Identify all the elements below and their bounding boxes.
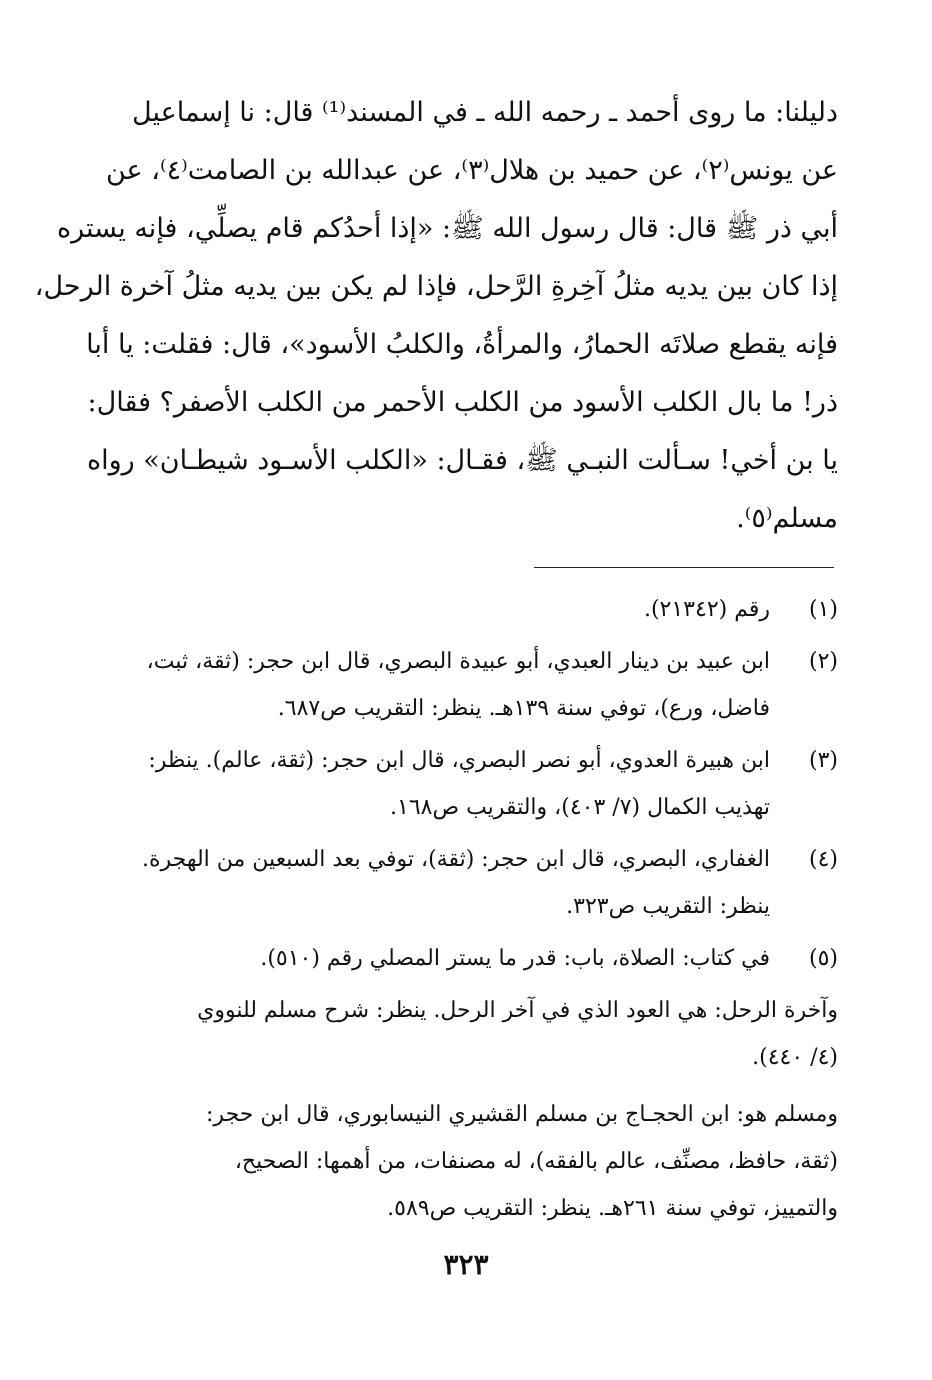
footnote-line: رقم (٢١٣٤٢). bbox=[643, 597, 770, 622]
main-text-line: إذا كان بين يديه مثلُ آخِرةِ الرَّحل، فإذا لم يكن بين يديه مثلُ آخرة الرحل، bbox=[34, 271, 838, 302]
footnote-5 bbox=[122, 935, 838, 982]
footnote-number: (٥) bbox=[808, 946, 838, 971]
main-text-line: دليلنا: ما روى أحمد ـ رحمه الله ـ في المسند⁽¹⁾ قال: نا إسماعيل bbox=[132, 97, 838, 128]
footnotes-section bbox=[122, 586, 838, 1232]
main-text-line: ذر! ما بال الكلب الأسود من الكلب الأحمر من الكلب الأصفر؟ فقال: bbox=[87, 387, 838, 418]
footnote-5-note-1 bbox=[122, 987, 838, 1081]
footnote-line: ينظر: التقريب ص٣٢٣. bbox=[566, 894, 770, 919]
footnote-line: (ثقة، حافظ، مصنِّف، عالم بالفقه)، له مصنفات، من أهمها: الصحيح، bbox=[234, 1149, 838, 1174]
footnote-body bbox=[122, 935, 770, 982]
footnote-2 bbox=[122, 638, 838, 732]
main-text-block bbox=[34, 84, 838, 548]
main-text-line: يا بن أخي! سـألت النبـي ﷺ، فقـال: «الكلب الأسـود شيطـان» رواه bbox=[86, 445, 838, 476]
main-text-line: أبي ذر ﷺ قال: قال رسول الله ﷺ: «إذا أحدُكم قام يصلِّي، فإنه يستره bbox=[56, 213, 838, 244]
footnote-line: الغفاري، البصري، قال ابن حجر: (ثقة)، توفي بعد السبعين من الهجرة. bbox=[141, 847, 770, 872]
footnote-body bbox=[122, 737, 770, 831]
footnote-line: (٤/ ٤٤٠). bbox=[752, 1045, 838, 1070]
footnote-line: ابن هبيرة العدوي، أبو نصر البصري، قال ابن حجر: (ثقة، عالم). ينظر: bbox=[148, 748, 770, 773]
footnote-line: وآخرة الرحل: هي العود الذي في آخر الرحل. ينظر: شرح مسلم للنووي bbox=[197, 998, 838, 1023]
footnote-line: ابن عبيد بن دينار العبدي، أبو عبيدة البصري، قال ابن حجر: (ثقة، ثبت، bbox=[146, 649, 770, 674]
footnote-body bbox=[122, 586, 770, 633]
footnote-5-note-2 bbox=[122, 1091, 838, 1232]
footnote-1 bbox=[122, 586, 838, 633]
footnote-number: (٣) bbox=[808, 748, 838, 773]
footnote-body bbox=[122, 836, 770, 930]
main-text-line: عن يونس⁽٢⁾، عن حميد بن هلال⁽٣⁾، عن عبدالله بن الصامت⁽٤⁾، عن bbox=[105, 155, 838, 186]
footnote-4 bbox=[122, 836, 838, 930]
footnote-separator bbox=[534, 567, 834, 568]
footnote-number: (٤) bbox=[808, 847, 838, 872]
footnote-line: ومسلم هو: ابن الحجـاج بن مسلم القشيري النيسابوري، قال ابن حجر: bbox=[206, 1102, 838, 1127]
footnote-line: والتمييز، توفي سنة ٢٦١هـ. ينظر: التقريب ص٥٨٩. bbox=[387, 1196, 838, 1221]
footnote-line: فاضل، ورع)، توفي سنة ١٣٩هـ. ينظر: التقريب ص٦٨٧. bbox=[277, 696, 770, 721]
footnote-3 bbox=[122, 737, 838, 831]
footnote-line: تهذيب الكمال (٧/ ٤٠٣)، والتقريب ص١٦٨. bbox=[390, 795, 770, 820]
main-text-line: فإنه يقطع صلاتَه الحمارُ، والمرأةُ، والكلبُ الأسود»، قال: فقلت: يا أبا bbox=[86, 329, 838, 360]
footnote-body bbox=[122, 638, 770, 732]
footnote-number: (١) bbox=[808, 597, 838, 622]
footnote-number: (٢) bbox=[808, 649, 838, 674]
footnote-line: في كتاب: الصلاة، باب: قدر ما يستر المصلي رقم (٥١٠). bbox=[260, 946, 770, 971]
page-number: ٣٢٣ bbox=[443, 1248, 489, 1281]
main-text-line: مسلم⁽٥⁾. bbox=[736, 503, 838, 534]
